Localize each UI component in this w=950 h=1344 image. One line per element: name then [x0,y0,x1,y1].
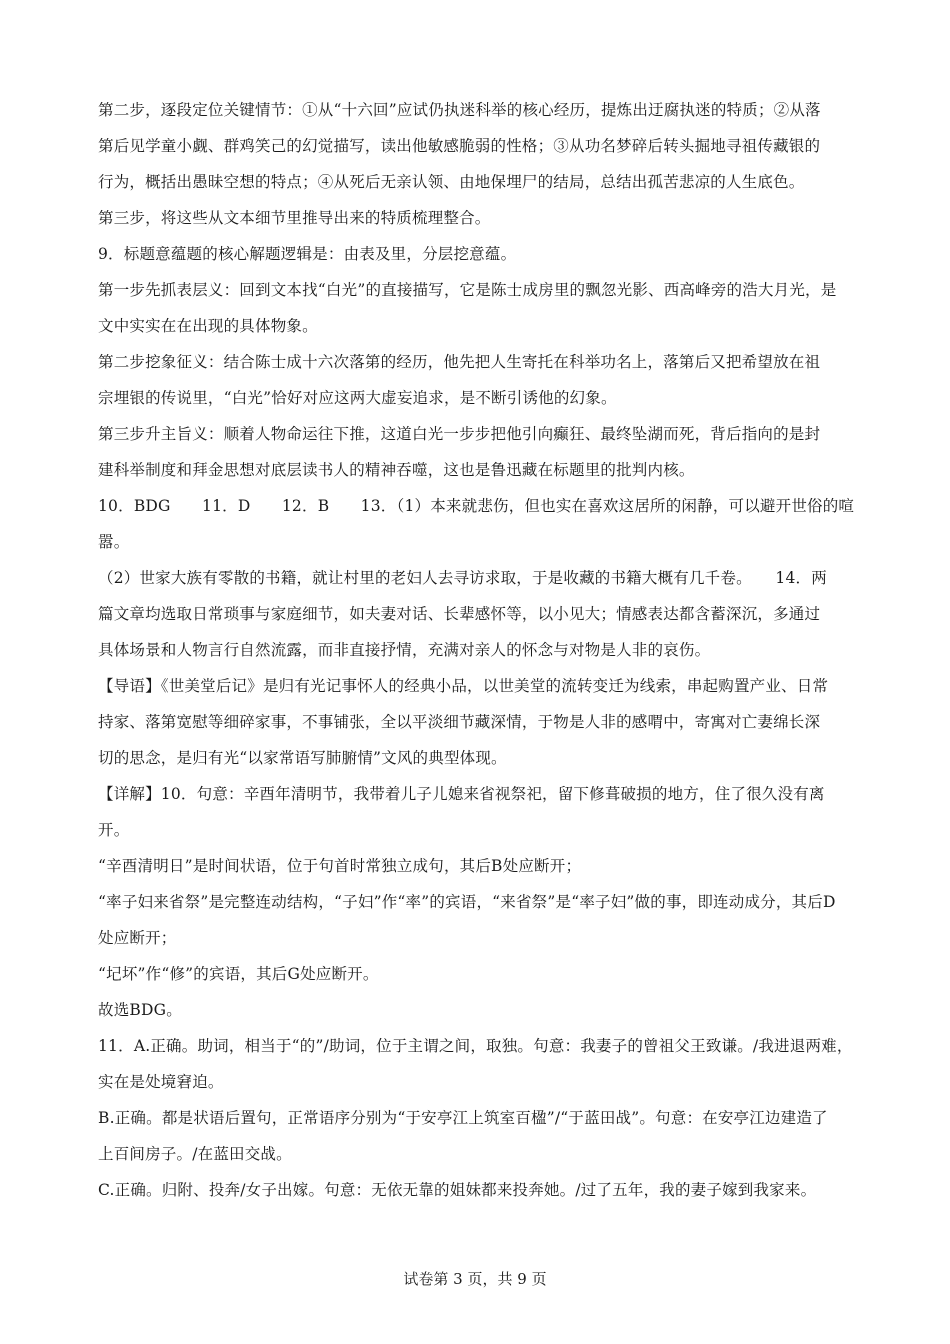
text-line: 实在是处境窘迫。 [98,1073,224,1091]
text-line: 开。 [98,821,130,839]
text-line: “圮坏”作“修”的宾语，其后G处应断开。 [98,965,379,983]
text-line: 【导语】《世美堂后记》是归有光记事怀人的经典小品，以世美堂的流转变迁为线索，串起购置产业、日常 [98,677,829,695]
text-line: 宗埋银的传说里，“白光”恰好对应这两大虚妄追求，是不断引诱他的幻象。 [98,389,617,407]
text-line: 切的思念，是归有光“以家常语写肺腑情”文风的典型体现。 [98,749,507,767]
text-line: 第二步，逐段定位关键情节：①从“十六回”应试仍执迷科举的核心经历，提炼出迂腐执迷的特质；②从落 [98,101,821,119]
text-line: 9．标题意蕴题的核心解题逻辑是：由表及里，分层挖意蕴。 [98,245,517,263]
text-line: 嚣。 [98,533,130,551]
text-line: 第后见学童小觑、群鸡笑己的幻觉描写，读出他敏感脆弱的性格；③从功名梦碎后转头掘地寻祖传藏银的 [98,137,821,155]
text-line: 具体场景和人物言行自然流露，而非直接抒情，充满对亲人的怀念与对物是人非的哀伤。 [98,641,711,659]
text-line: 10．BDG 11．D 12．B 13．（1）本来就悲伤，但也实在喜欢这居所的闲静，可以避开世俗的喧 [98,497,855,515]
text-line: （2）世家大族有零散的书籍，就让村里的老妇人去寻访求取，于是收藏的书籍大概有几千卷。 14．两 [98,569,827,587]
text-line: C.正确。归附、投奔/女子出嫁。句意：无依无靠的姐妹都来投奔她。/过了五年，我的妻子嫁到我家来。 [98,1181,817,1199]
text-line: 文中实实在在出现的具体物象。 [98,317,318,335]
text-line: 11．A.正确。助词，相当于“的”/助词，位于主谓之间，取独。句意：我妻子的曾祖父王致谦。/我进退两难， [98,1037,853,1055]
text-line: 上百间房子。/在蓝田交战。 [98,1145,292,1163]
text-line: 篇文章均选取日常琐事与家庭细节，如夫妻对话、长辈感怀等，以小见大；情感表达都含蓄深沉，多通过 [98,605,821,623]
text-line: 持家、落第宽慰等细碎家事，不事铺张，全以平淡细节藏深情，于物是人非的感喟中，寄寓对亡妻绵长深 [98,713,821,731]
text-line: “率子妇来省祭”是完整连动结构，“子妇”作“率”的宾语，“来省祭”是“率子妇”做的事，即连动成分，其后D [98,893,836,911]
page-footer: 试卷第 3 页，共 9 页 [403,1270,547,1288]
text-line: B.正确。都是状语后置句，正常语序分别为“于安亭江上筑室百楹”/“于蓝田战”。句意：在安亭江边建造了 [98,1109,828,1127]
text-line: 第三步升主旨义：顺着人物命运往下推，这道白光一步步把他引向癫狂、最终坠湖而死，背后指向的是封 [98,425,821,443]
text-line: 建科举制度和拜金思想对底层读书人的精神吞噬，这也是鲁迅藏在标题里的批判内核。 [98,461,695,479]
text-line: 行为，概括出愚昧空想的特点；④从死后无亲认领、由地保埋尸的结局，总结出孤苦悲凉的人生底色。 [98,173,805,191]
text-line: 第三步，将这些从文本细节里推导出来的特质梳理整合。 [98,209,491,227]
text-line: 故选BDG。 [98,1001,182,1019]
text-line: 第二步挖象征义：结合陈士成十六次落第的经历，他先把人生寄托在科举功名上，落第后又把希望放在祖 [98,353,821,371]
text-line: “辛酉清明日”是时间状语，位于句首时常独立成句，其后B处应断开； [98,857,582,875]
text-line: 处应断开； [98,929,177,947]
document-body [98,92,858,1208]
text-line: 【详解】10．句意：辛酉年清明节，我带着儿子儿媳来省视祭祀，留下修葺破损的地方，住了很久没有离 [98,785,825,803]
text-line: 第一步先抓表层义：回到文本找“白光”的直接描写，它是陈士成房里的飘忽光影、西高峰旁的浩大月光，是 [98,281,837,299]
